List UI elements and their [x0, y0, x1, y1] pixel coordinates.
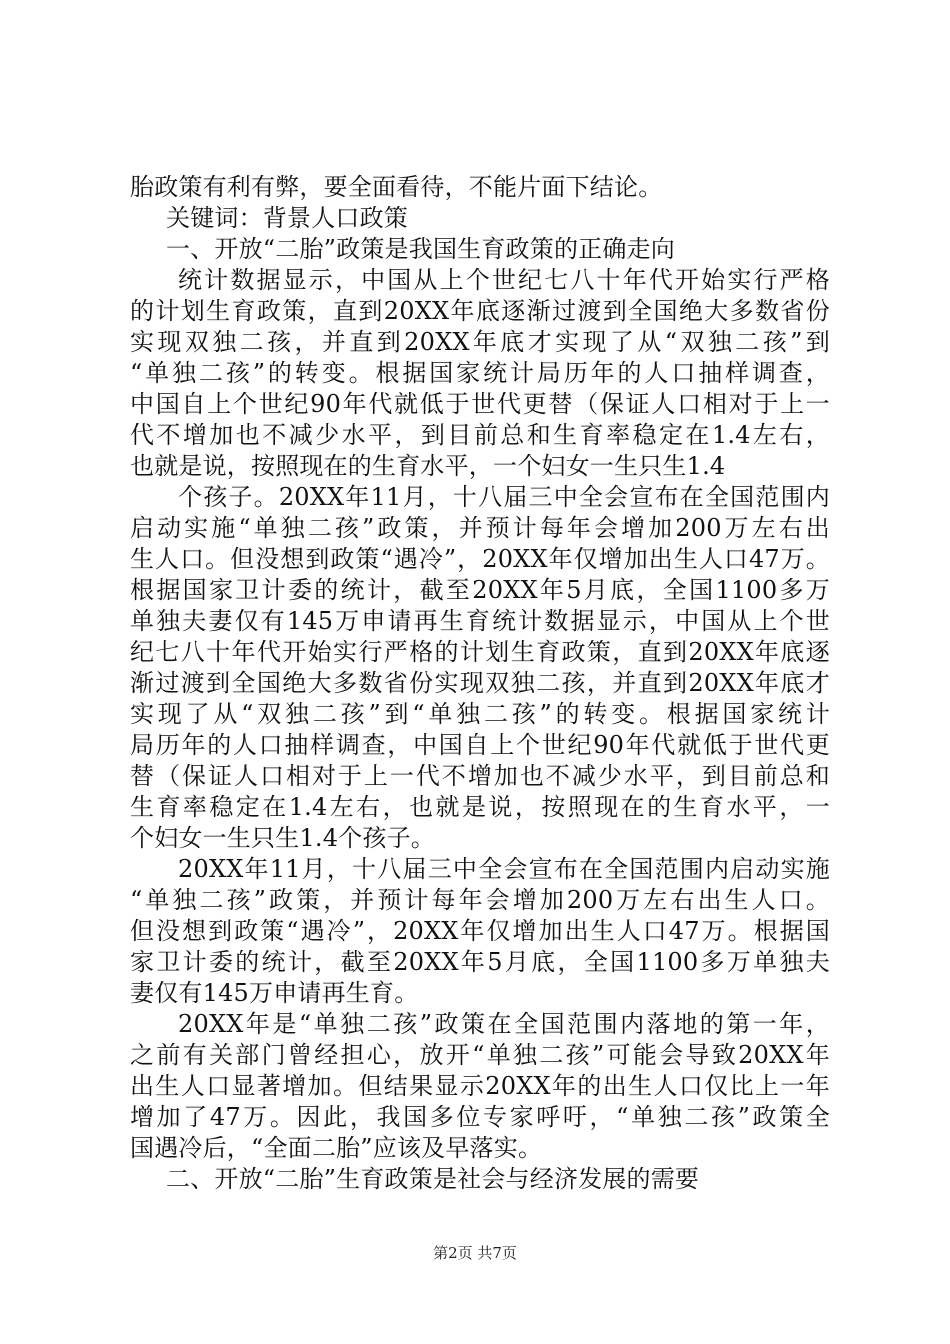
text-line: 但没想到政策“遇冷”，20XX年仅增加出生人口47万。根据国	[130, 917, 830, 945]
text-line: 胎政策有利有弊，要全面看待，不能片面下结论。	[130, 173, 663, 201]
section-heading: 一、开放“二胎”政策是我国生育政策的正确走向	[166, 235, 675, 263]
text-line: 国遇冷后，“全面二胎”应该及早落实。	[130, 1134, 543, 1162]
text-line: 生育率稳定在1.4左右，也就是说，按照现在的生育水平，一	[130, 793, 830, 821]
text-line: 的计划生育政策，直到20XX年底逐渐过渡到全国绝大多数省份	[130, 297, 830, 325]
text-line: 启动实施“单独二孩”政策，并预计每年会增加200万左右出	[130, 514, 830, 542]
text-line: 个孩子。20XX年11月，十八届三中全会宣布在全国范围内	[178, 483, 830, 511]
text-line: 单独夫妻仅有145万申请再生育统计数据显示，中国从上个世	[130, 607, 830, 635]
text-line: 也就是说，按照现在的生育水平，一个妇女一生只生1.4	[130, 452, 726, 480]
text-line: 生人口。但没想到政策“遇冷”，20XX年仅增加出生人口47万。	[130, 545, 830, 573]
page-number-footer: 第2页 共7页	[433, 1244, 517, 1262]
text-line: 替（保证人口相对于上一代不增加也不减少水平，到目前总和	[130, 762, 830, 790]
text-line: 妻仅有145万申请再生育。	[130, 979, 419, 1007]
text-line: 增加了47万。因此，我国多位专家呼吁，“单独二孩”政策全	[130, 1103, 830, 1131]
text-line: 局历年的人口抽样调查，中国自上个世纪90年代就低于世代更	[130, 731, 830, 759]
text-line: 20XX年是“单独二孩”政策在全国范围内落地的第一年，	[178, 1010, 830, 1038]
text-line: 统计数据显示，中国从上个世纪七八十年代开始实行严格	[178, 266, 830, 294]
text-line: 根据国家卫计委的统计，截至20XX年5月底，全国1100多万	[130, 576, 830, 604]
text-line: 纪七八十年代开始实行严格的计划生育政策，直到20XX年底逐	[130, 638, 830, 666]
text-line: 中国自上个世纪90年代就低于世代更替（保证人口相对于上一	[130, 390, 830, 418]
keywords-line: 关键词：背景人口政策	[166, 204, 408, 232]
text-line: 出生人口显著增加。但结果显示20XX年的出生人口仅比上一年	[130, 1072, 830, 1100]
text-line: 之前有关部门曾经担心，放开“单独二孩”可能会导致20XX年	[130, 1041, 830, 1069]
text-line: 实现了从“双独二孩”到“单独二孩”的转变。根据国家统计	[130, 700, 830, 728]
text-line: 渐过渡到全国绝大多数省份实现双独二孩，并直到20XX年底才	[130, 669, 830, 697]
text-line: 个妇女一生只生1.4个孩子。	[130, 824, 435, 852]
text-line: 代不增加也不减少水平，到目前总和生育率稳定在1.4左右，	[130, 421, 830, 449]
text-line: 20XX年11月，十八届三中全会宣布在全国范围内启动实施	[178, 855, 830, 883]
text-line: “单独二孩”政策，并预计每年会增加200万左右出生人口。	[130, 886, 830, 914]
text-line: 家卫计委的统计，截至20XX年5月底，全国1100多万单独夫	[130, 948, 830, 976]
text-line: 实现双独二孩，并直到20XX年底才实现了从“双独二孩”到	[130, 328, 830, 356]
section-heading: 二、开放“二胎”生育政策是社会与经济发展的需要	[166, 1165, 700, 1193]
document-body	[130, 172, 830, 1195]
text-line: “单独二孩”的转变。根据国家统计局历年的人口抽样调查，	[130, 359, 830, 387]
